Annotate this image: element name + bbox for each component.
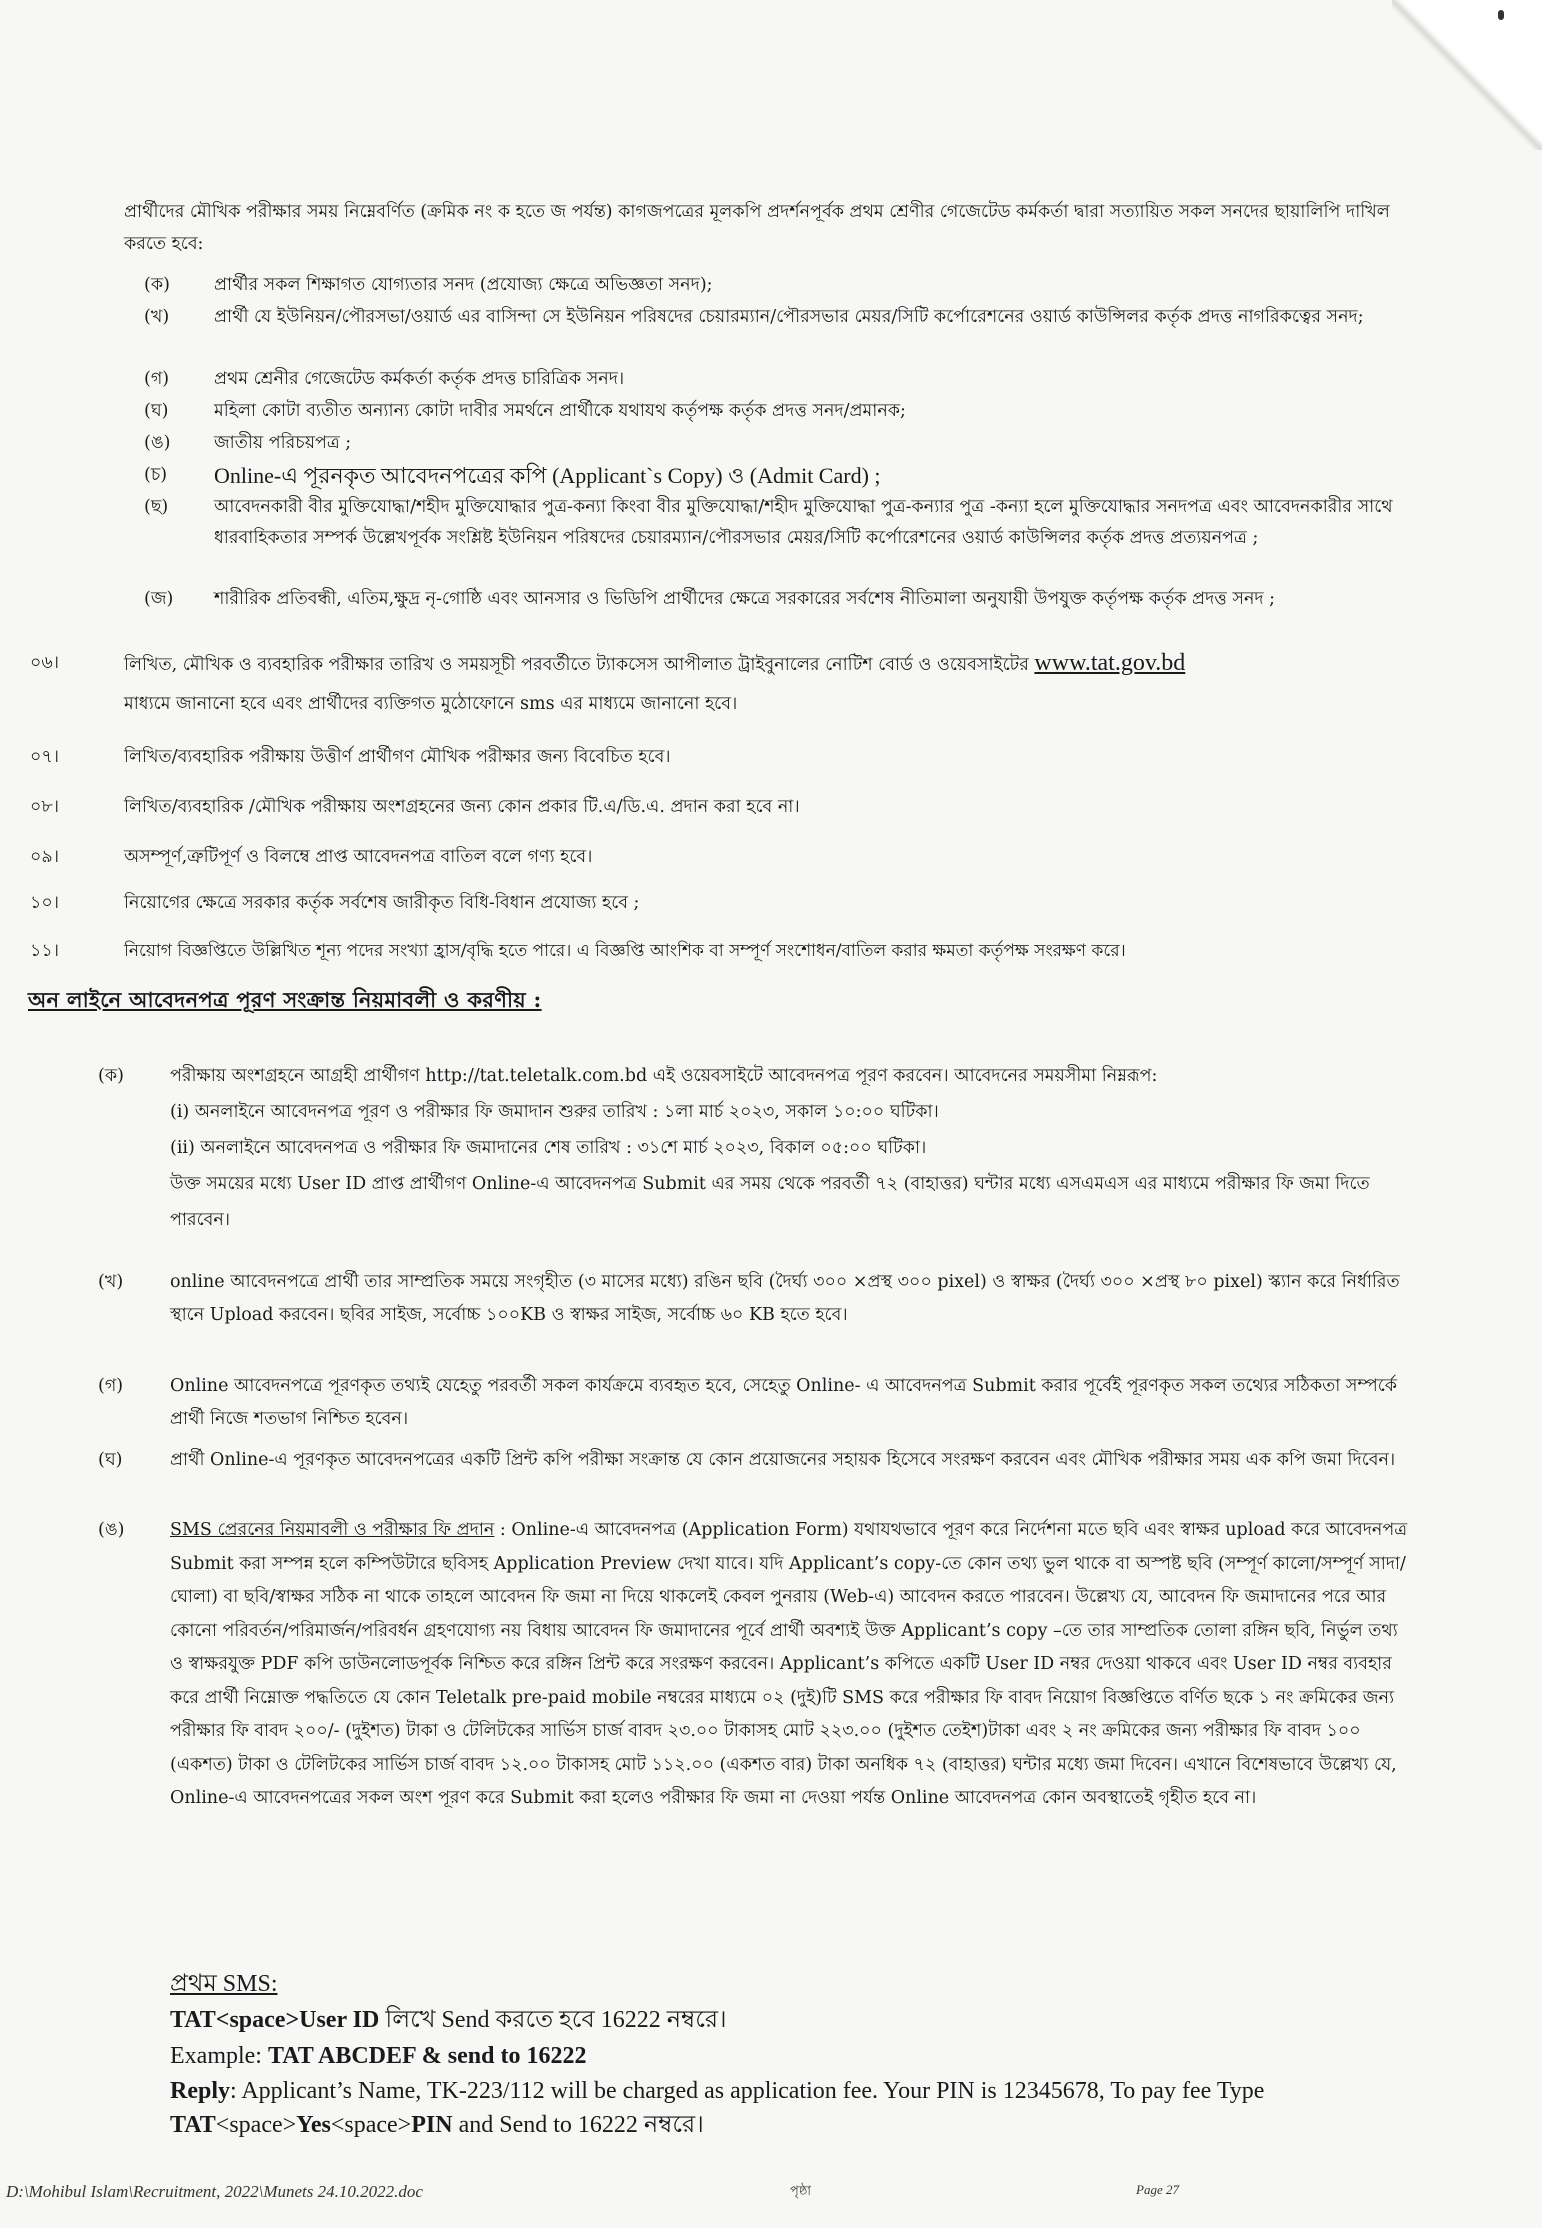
online-item-ga xyxy=(98,1370,1416,1436)
online-ka-line2: (i) অনলাইনে আবেদনপত্র পূরণ ও পরীক্ষার ফি জমাদান শুরুর তারিখ : ১লা মার্চ ২০২৩, সকাল ১০:০০ ঘটিকা। xyxy=(170,1102,939,1122)
doc-mark: (গ) xyxy=(144,369,170,389)
online-ka-line4: উক্ত সময়ের মধ্যে User ID প্রাপ্ত প্রার্থীগণ Online-এ আবেদনপত্র Submit এর সময় থেকে পরবর্তী ৭২ (বাহাত্তর) ঘন্টার মধ্যে এসএমএস এর মাধ্যমে পরীক্ষার ফি জমা দিতে পারবেন। xyxy=(170,1174,1370,1230)
footer-mid-mark: পৃষ্ঠা xyxy=(790,2183,812,2198)
item-number: ০৮। xyxy=(30,797,59,817)
item-text: লিখিত/ব্যবহারিক /মৌখিক পরীক্ষায় অংশগ্রহনের জন্য কোন প্রকার টি.এ/ডি.এ. প্রদান করা হবে না। xyxy=(124,797,800,817)
sms-command: TAT<space>User ID xyxy=(170,2007,380,2033)
doc-text: আবেদনকারী বীর মুক্তিযোদ্ধা/শহীদ মুক্তিযোদ্ধার পুত্র-কন্যা কিংবা বীর মুক্তিযোদ্ধা/শহীদ মুক্তিযোদ্ধা পুত্র-কন্যার পুত্র -কন্যা হলে মুক্তিযোদ্ধার সনদপত্র এবং আবেদনকারীর সাথে ধারবাহিকতার সম্পর্ক উল্লেখপূর্বক সংশ্লিষ্ট ইউনিয়ন পরিষদের চেয়ারম্যান/পৌরসভার মেয়র/সিটি কর্পোরেশনের ওয়ার্ড কাউন্সিলর কর্তৃক প্রদত্ত প্রত্যয়নপত্র ; xyxy=(214,497,1393,548)
numbered-item-11 xyxy=(30,936,1416,967)
doc-text: মহিলা কোটা ব্যতীত অন্যান্য কোটা দাবীর সমর্থনে প্রার্থীকে যথাযথ কর্তৃপক্ষ কর্তৃক প্রদত্ত সনদ/প্রমানক; xyxy=(214,401,906,421)
doc-text: শারীরিক প্রতিবন্ধী, এতিম,ক্ষুদ্র নৃ-গোষ্ঠি এবং আনসার ও ভিডিপি প্রার্থীদের ক্ষেত্রে সরকারের সর্বশেষ নীতিমালা অনুযায়ী উপযুক্ত কর্তৃপক্ষ কর্তৃক প্রদত্ত সনদ ; xyxy=(214,589,1276,609)
doc-mark: (ঙ) xyxy=(144,433,171,453)
numbered-item-07 xyxy=(30,742,1416,773)
item-text: Online আবেদনপত্রে পূরণকৃত তথ্যই যেহেতু পরবর্তী সকল কার্যক্রমে ব্যবহৃত হবে, সেহেতু Online- এ আবেদনপত্র Submit করার পূর্বেই পূরণকৃত সকল তথ্যের সঠিকতা সম্পর্কে প্রার্থী নিজে শতভাগ নিশ্চিত হবেন। xyxy=(170,1376,1398,1429)
item-text: নিয়োগের ক্ষেত্রে সরকার কর্তৃক সর্বশেষ জারীকৃত বিধি-বিধান প্রযোজ্য হবে ; xyxy=(124,893,640,913)
sms-rules-lead: SMS প্রেরনের নিয়মাবলী ও পরীক্ষার ফি প্রদান xyxy=(170,1520,495,1540)
item-mark: (ক) xyxy=(98,1066,124,1086)
item-text: online আবেদনপত্রে প্রার্থী তার সাম্প্রতিক সময়ে সংগৃহীত (৩ মাসের মধ্যে) রঙিন ছবি (দৈর্ঘ্য ৩০০ ×প্রস্থ ৩০০ pixel) ও স্বাক্ষর (দৈর্ঘ্য ৩০০ ×প্রস্থ ৮০ pixel) স্ক্যান করে নির্ধারিত স্থানে Upload করবেন। ছবির সাইজ, সর্বোচ্চ ১০০KB ও স্বাক্ষর সাইজ, সর্বোচ্চ ৬০ KB হতে হবে। xyxy=(170,1272,1400,1325)
doc-item-chha xyxy=(144,492,1416,554)
item-text: অসম্পূর্ণ,ত্রুটিপূর্ণ ও বিলম্বে প্রাপ্ত আবেদনপত্র বাতিল বলে গণ্য হবে। xyxy=(124,847,593,867)
doc-text: জাতীয় পরিচয়পত্র ; xyxy=(214,433,352,453)
section-heading: অন লাইনে আবেদনপত্র পূরণ সংক্রান্ত নিয়মাবলী ও করণীয় : xyxy=(28,987,542,1012)
item-number: ০৬। xyxy=(30,653,60,673)
doc-item-gha xyxy=(144,396,1416,427)
doc-mark: (খ) xyxy=(144,307,170,327)
doc-mark: (চ) xyxy=(144,465,168,485)
item-text: নিয়োগ বিজ্ঞপ্তিতে উল্লিখিত শূন্য পদের সংখ্যা হ্রাস/বৃদ্ধি হতে পারে। এ বিজ্ঞপ্তি আংশিক বা সম্পূর্ণ সংশোধন/বাতিল করার ক্ষমতা কর্তৃপক্ষ সংরক্ষণ করে। xyxy=(124,941,1126,961)
online-item-uo xyxy=(98,1514,1416,1816)
sms-line-2 xyxy=(170,2038,586,2074)
online-item-kha xyxy=(98,1266,1416,1332)
reply-text: : Applicant’s Name, TK-223/112 will be charged as application fee. Your PIN is 12345678, To pay fee Type xyxy=(230,2078,1265,2104)
intro-paragraph: প্রার্থীদের মৌখিক পরীক্ষার সময় নিম্নেবর্ণিত (ক্রমিক নং ক হতে জ পর্যন্ত) কাগজপত্রের মূলকপি প্রদর্শনপূর্বক প্রথম শ্রেণীর গেজেটেড কর্মকর্তা দ্বারা সত্যায়িত সকল সনদের ছায়ালিপি দাখিল করতে হবে: xyxy=(124,202,1390,254)
online-item-gha xyxy=(98,1444,1416,1477)
item-mark: (ঙ) xyxy=(98,1520,125,1540)
item-number: ১০। xyxy=(30,893,59,913)
item-text: : Online-এ আবেদনপত্র (Application Form) যথাযথভাবে পূরণ করে নির্দেশনা মতে ছবি এবং স্বাক্ষর upload করে আবেদনপত্র Submit করা সম্পন্ন হলে কম্পিউটারে ছবিসহ Application Preview দেখা যাবে। যদি Applicant’s copy-তে কোন তথ্য ভুল থাকে বা অস্পষ্ট ছবি (সম্পূর্ণ কালো/সম্পূর্ণ সাদা/ঘোলা) বা ছবি/স্বাক্ষর সঠিক না থাকে তাহলে আবেদন ফি জমা না দিয়ে থাকলেই কেবল পুনরায় (Web-এ) আবেদন করতে পারবেন। উল্লেখ্য যে, আবেদন ফি জমাদানের পরে আর কোনো পরিবর্তন/পরিমার্জন/পরিবর্ধন গ্রহণযোগ্য নয় বিধায় আবেদন ফি জমাদানের পূর্বে প্রার্থী অবশ্যই উক্ত Applicant’s copy –তে তার সাম্প্রতিক তোলা রঙ্গিন ছবি, নির্ভুল তথ্য ও স্বাক্ষরযুক্ত PDF কপি ডাউনলোডপূর্বক নিশ্চিত করে রঙ্গিন প্রিন্ট করে সংরক্ষণ করবেন। Applicant’s কপিতে একটি User ID নম্বর দেওয়া থাকবে এবং User ID নম্বর ব্যবহার করে প্রার্থী নিম্নোক্ত পদ্ধতিতে যে কোন Teletalk pre-paid mobile নম্বরের মাধ্যমে ০২ (দুই)টি SMS করে পরীক্ষার ফি বাবদ নিয়োগ বিজ্ঞপ্তিতে বর্ণিত ছকে ১ নং ক্রমিকের জন্য পরীক্ষার ফি বাবদ ২০০/- (দুইশত) টাকা ও টেলিটকের সার্ভিস চার্জ বাবদ ২৩.০০ টাকাসহ মোট ২২৩.০০ (দুইশত তেইশ)টাকা এবং ২ নং ক্রমিকের জন্য পরীক্ষার ফি বাবদ ১০০ (একশত) টাকা ও টেলিটকের সার্ভিস চার্জ বাবদ ১২.০০ টাকাসহ মোট ১১২.০০ (একশত বার) টাকা অনধিক ৭২ (বাহাত্তর) ঘন্টার মধ্যে জমা দিবেন। এখানে বিশেষভাবে উল্লেখ্য যে, Online-এ আবেদনপত্রের সকল অংশ পূরণ করে Submit করা হলেও পরীক্ষার ফি জমা না দেওয়া পর্যন্ত Online আবেদনপত্র কোন অবস্থাতেই গৃহীত হবে না। xyxy=(170,1520,1408,1808)
item-mark: (খ) xyxy=(98,1272,124,1292)
doc-item-uo xyxy=(144,428,1416,459)
example-text: TAT ABCDEF & send to 16222 xyxy=(267,2043,587,2069)
sms-reply xyxy=(170,2074,1414,2142)
footer-file-path: D:\Mohibul Islam\Recruitment, 2022\Munets 24.10.2022.doc xyxy=(6,2182,423,2201)
numbered-item-06 xyxy=(30,648,1416,720)
reply-tail: and Send to 16222 নম্বরে। xyxy=(452,2112,704,2138)
reply-space: <space> xyxy=(215,2112,297,2138)
doc-mark: (ঘ) xyxy=(144,401,169,421)
item-number: ১১। xyxy=(30,941,59,961)
item-mark: (গ) xyxy=(98,1376,124,1396)
item-text: লিখিত, মৌখিক ও ব্যবহারিক পরীক্ষার তারিখ ও সময়সূচী পরবর্তীতে ট্যাকসেস আপীলাত ট্রাইবুনালের নোটিশ বোর্ড ও ওয়েবসাইটের xyxy=(124,655,1035,675)
item-number: ০৯। xyxy=(30,847,59,867)
doc-text: প্রার্থী যে ইউনিয়ন/পৌরসভা/ওয়ার্ড এর বাসিন্দা সে ইউনিয়ন পরিষদের চেয়ারম্যান/পৌরসভার মেয়র/সিটি কর্পোরেশনের ওয়ার্ড কাউন্সিলর কর্তৃক প্রদত্ত নাগরিকত্বের সনদ; xyxy=(214,307,1364,327)
doc-item-ja xyxy=(144,584,1416,615)
numbered-item-09 xyxy=(30,842,1416,873)
doc-mark: (ছ) xyxy=(144,497,169,517)
item-text: লিখিত/ব্যবহারিক পরীক্ষায় উত্তীর্ণ প্রার্থীগণ মৌখিক পরীক্ষার জন্য বিবেচিত হবে। xyxy=(124,747,671,767)
doc-item-cha xyxy=(144,460,1416,491)
doc-text: প্রার্থীর সকল শিক্ষাগত যোগ্যতার সনদ (প্রযোজ্য ক্ষেত্রে অভিজ্ঞতা সনদ); xyxy=(214,275,713,295)
doc-item-ka xyxy=(144,270,1416,301)
numbered-item-10 xyxy=(30,888,1416,919)
online-ka-line3: (ii) অনলাইনে আবেদনপত্র ও পরীক্ষার ফি জমাদানের শেষ তারিখ : ৩১শে মার্চ ২০২৩, বিকাল ০৫:০০ ঘটিকা। xyxy=(170,1138,927,1158)
doc-mark: (ক) xyxy=(144,275,170,295)
item-text-continued: মাধ্যমে জানানো হবে এবং প্রার্থীদের ব্যক্তিগত মুঠোফোনে sms এর মাধ্যমে জানানো হবে। xyxy=(124,694,738,714)
doc-item-ga xyxy=(144,364,1416,395)
item-mark: (ঘ) xyxy=(98,1450,123,1470)
doc-text: প্রথম শ্রেনীর গেজেটেড কর্মকর্তা কর্তৃক প্রদত্ত চারিত্রিক সনদ। xyxy=(214,369,625,389)
footer-page-number: Page 27 xyxy=(1136,2182,1179,2197)
doc-mark: (জ) xyxy=(144,589,174,609)
reply-yes: Yes xyxy=(296,2112,331,2138)
reply-tat: TAT xyxy=(170,2112,216,2138)
reply-pin: PIN xyxy=(411,2112,453,2138)
item-number: ০৭। xyxy=(30,747,60,767)
reply-space: <space> xyxy=(330,2112,412,2138)
doc-item-kha xyxy=(144,302,1416,333)
doc-text: Online-এ পূরনকৃত আবেদনপত্রের কপি (Applicant`s Copy) ও (Admit Card) ; xyxy=(214,463,881,488)
online-ka-line1: পরীক্ষায় অংশগ্রহনে আগ্রহী প্রার্থীগণ http://tat.teletalk.com.bd এই ওয়েবসাইটে আবেদনপত্র পূরণ করবেন। আবেদনের সময়সীমা নিম্নরূপ: xyxy=(170,1066,1158,1086)
reply-label: Reply xyxy=(170,2078,230,2104)
item-text: প্রার্থী Online-এ পূরণকৃত আবেদনপত্রের একটি প্রিন্ট কপি পরীক্ষা সংক্রান্ত যে কোন প্রয়োজনের সহায়ক হিসেবে সংরক্ষণ করবেন এবং মৌখিক পরীক্ষার সময় এক কপি জমা দিবেন। xyxy=(170,1450,1396,1470)
example-label: Example: xyxy=(170,2043,268,2069)
sms-instruction: লিখে Send করতে হবে 16222 নম্বরে। xyxy=(379,2007,727,2033)
online-item-ka xyxy=(98,1058,1416,1238)
sms-line-1 xyxy=(170,2002,727,2038)
numbered-item-08 xyxy=(30,792,1416,823)
tat-website-link[interactable]: www.tat.gov.bd xyxy=(1034,650,1186,676)
first-sms-heading: প্রথম SMS: xyxy=(170,1971,278,1997)
